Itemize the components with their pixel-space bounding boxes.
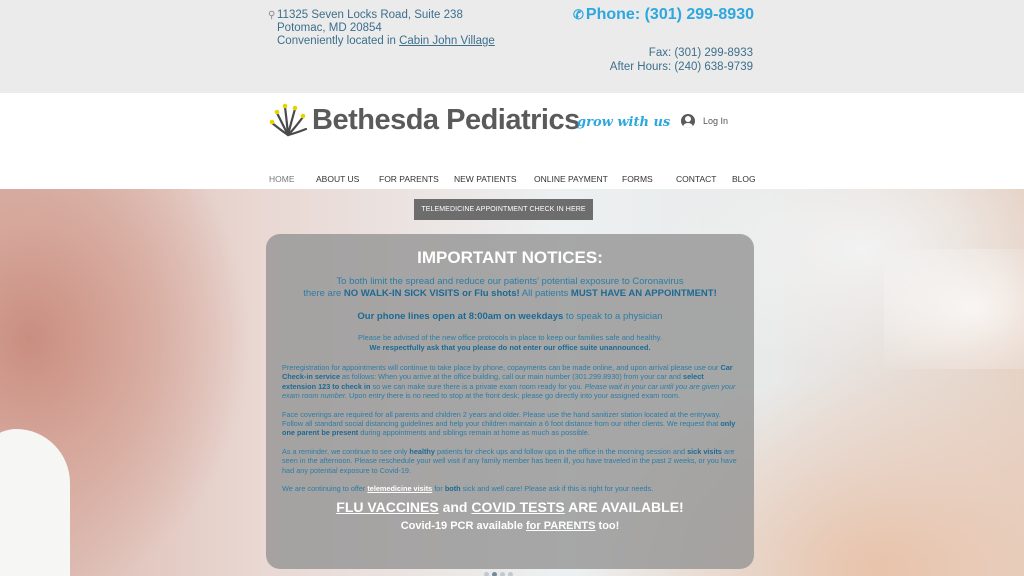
p4-text: sick and well care! Please ask if this is right for your needs. (460, 484, 654, 494)
hero-section (0, 189, 1024, 576)
notice-intro (282, 276, 738, 300)
address-line-3: Conveniently located in (277, 35, 400, 47)
flu-vaccines-link[interactable]: FLU VACCINES (336, 499, 439, 516)
for-parents-link[interactable]: for PARENTS (526, 520, 596, 533)
nav-forms[interactable]: FORMS (622, 174, 653, 184)
p1-text: Preregistration for appointments will continue to take place by phone, copayments can be made online, and upon arrival please use our (282, 363, 721, 372)
pcr-available (282, 520, 738, 532)
nav-new-patients[interactable]: NEW PATIENTS (454, 174, 517, 184)
advise-line-1: Please be advised of the new office protocols in place to keep our families safe and healthy. (357, 333, 663, 342)
p4-text: for (432, 484, 445, 494)
slideshow-dots (484, 572, 516, 576)
after-hours-number: After Hours: (240) 638-9739 (609, 61, 753, 73)
fax-after-hours (610, 46, 753, 74)
hero-highlight (884, 249, 1024, 369)
notice-title: IMPORTANT NOTICES: (417, 248, 603, 267)
p3-bold: healthy (409, 446, 435, 456)
p1-italic: Please wait in your car until you are given your exam room number. (282, 381, 736, 401)
p1-text: so we can make sure there is a private exam room ready for you. (370, 381, 585, 391)
p3-text: patients for check ups and follow ups in the office in the morning session and (434, 446, 688, 456)
notice-body (282, 363, 738, 493)
p3-bold: sick visits (687, 446, 722, 456)
p2-bold: only one parent be present (282, 419, 736, 438)
phone-icon: ✆ (573, 7, 584, 22)
p4-text: We are continuing to offer (282, 484, 368, 494)
fax-number: Fax: (301) 299-8933 (648, 47, 753, 59)
p1-bold: select extension 123 to check in (282, 372, 704, 391)
top-info-bar (0, 0, 1024, 93)
telemedicine-paragraph (282, 484, 738, 493)
p1-text: Upon entry there is no need to stop at the front desk; please go directly into your assigned exam room. (347, 391, 681, 401)
pcr-text: Covid-19 PCR available (400, 520, 527, 533)
reminder-paragraph (282, 447, 738, 475)
cabin-john-village-link[interactable]: Cabin John Village (399, 35, 495, 47)
p2-text: during appointments and siblings remain at home as much as possible. (358, 428, 590, 438)
slide-dot[interactable] (508, 572, 513, 576)
p1-bold: Car Check-in service (282, 363, 733, 382)
login-label: Log In (703, 116, 729, 126)
logo[interactable] (268, 101, 580, 137)
site-header (0, 93, 1024, 189)
login-button[interactable] (681, 114, 728, 128)
notice-intro-line-1: To both limit the spread and reduce our patients' potential exposure to Coronavirus (336, 276, 684, 287)
address-block (268, 9, 495, 48)
p3-text: As a reminder, we continue to see only (282, 446, 410, 456)
nav-contact[interactable]: CONTACT (676, 174, 717, 184)
nav-home[interactable]: HOME (269, 174, 295, 184)
nav-for-parents[interactable]: FOR PARENTS (379, 174, 439, 184)
phone-text: Phone: (301) 299-8930 (585, 6, 754, 23)
flu-text: ARE AVAILABLE! (564, 499, 684, 516)
nav-blog[interactable]: BLOG (732, 174, 756, 184)
must-have-appointment-text: MUST HAVE AN APPOINTMENT! (570, 288, 717, 299)
important-notices-box (266, 234, 754, 569)
nav-online-payment[interactable]: ONLINE PAYMENT (534, 174, 608, 184)
slide-dot[interactable] (484, 572, 489, 576)
preregistration-paragraph (282, 363, 738, 401)
intro-text: there are (303, 288, 344, 299)
p2-text: Face coverings are required for all parents and children 2 years and older. Please use the hand sanitizer station located at the entryway. Follow all standard social distancing guidelines and help your children maintain a 6 foot distance from our other clients. We request that (282, 409, 721, 429)
slide-dot[interactable] (500, 572, 505, 576)
intro-text: All patients (519, 288, 571, 299)
address-line-1: 11325 Seven Locks Road, Suite 238 (277, 9, 463, 21)
flu-text: and (438, 499, 472, 516)
tagline: grow with us (577, 115, 671, 130)
p4-bold: both (444, 484, 461, 494)
slide-dot-active[interactable] (492, 572, 497, 576)
phone-hours-bold: Our phone lines open at 8:00am on weekdays (357, 311, 564, 322)
phone-hours-rest: to speak to a physician (563, 311, 663, 322)
telemedicine-visits-link[interactable]: telemedicine visits (367, 484, 433, 494)
no-walk-in-text: NO WALK-IN SICK VISITS or Flu shots! (343, 288, 520, 299)
flu-covid-available (282, 499, 738, 515)
logo-text: Bethesda Pediatrics (312, 104, 580, 136)
hero-background-image (0, 429, 70, 576)
notice-intro-line-2 (282, 288, 738, 300)
p3-text: are seen in the afternoon. Please reschedule your well visit if any family member has been ill, you have traveled in the past 2 weeks, or you have had any potential exposure to Covid-19. (282, 446, 737, 475)
phone-hours-notice (282, 311, 738, 322)
face-coverings-paragraph (282, 410, 738, 438)
main-navigation (269, 174, 762, 184)
nav-about-us[interactable]: ABOUT US (316, 174, 360, 184)
phone-number[interactable] (573, 6, 754, 24)
pcr-text: too! (595, 520, 620, 533)
p1-text: as follows: When you arrive at the office building, call our main number (301.299.8930) from your car and (340, 372, 684, 382)
telemedicine-checkin-button[interactable]: TELEMEDICINE APPOINTMENT CHECK IN HERE (414, 199, 593, 220)
office-protocols-notice (282, 333, 738, 353)
advise-line-2: We respectfully ask that you please do not enter our office suite unannounced. (369, 343, 651, 352)
user-avatar-icon (681, 114, 695, 128)
map-pin-icon: ⚲ (268, 10, 276, 21)
address-line-2: Potomac, MD 20854 (277, 22, 382, 34)
covid-tests-link[interactable]: COVID TESTS (471, 499, 565, 516)
logo-flower-icon (268, 101, 308, 137)
